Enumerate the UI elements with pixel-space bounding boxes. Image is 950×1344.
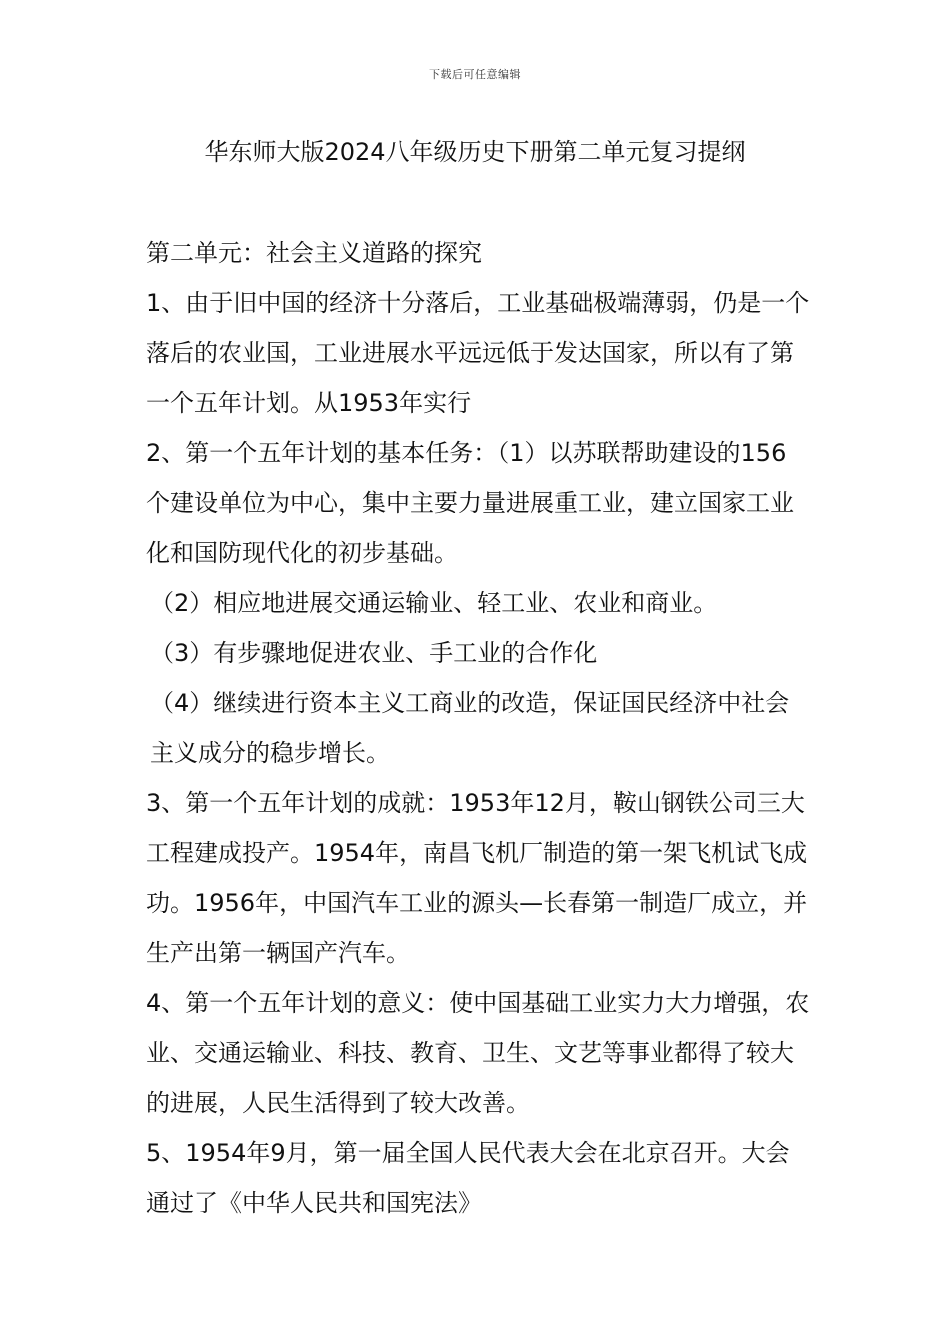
paragraph-2-item-3: （3）有步骤地促进农业、手工业的合作化 <box>150 639 598 667</box>
paragraph-3: 3、第一个五年计划的成就：1953年12月，鞍山钢铁公司三大工程建成投产。1954年，南昌飞机厂制造的第一架飞机试飞成功。1956年，中国汽车工业的源头—长春第一制造厂成立，并生产出第一辆国产汽车。 <box>146 789 808 967</box>
paragraph-5: 5、1954年9月，第一届全国人民代表大会在北京召开。大会通过了《中华人民共和国宪法》 <box>146 1139 790 1217</box>
paragraph-2: 2、第一个五年计划的基本任务：（1）以苏联帮助建设的156个建设单位为中心，集中主要力量进展重工业，建立国家工业化和国防现代化的初步基础。 <box>146 439 794 567</box>
paragraph-2-item-4: （4）继续进行资本主义工商业的改造，保证国民经济中社会主义成分的稳步增长。 <box>150 689 790 767</box>
paragraph-2-item-2: （2）相应地进展交通运输业、轻工业、农业和商业。 <box>150 589 718 617</box>
paragraph-1: 1、由于旧中国的经济十分落后，工业基础极端薄弱，仍是一个落后的农业国，工业进展水平远远低于发达国家，所以有了第一个五年计划。从1953年实行 <box>146 289 810 417</box>
unit-heading: 第二单元：社会主义道路的探究 <box>146 239 482 267</box>
document-body <box>146 228 810 1228</box>
paragraph-4: 4、第一个五年计划的意义：使中国基础工业实力大力增强，农业、交通运输业、科技、教育、卫生、文艺等事业都得了较大的进展，人民生活得到了较大改善。 <box>146 989 810 1117</box>
page-title: 华东师大版2024八年级历史下册第二单元复习提纲 <box>204 138 746 166</box>
header-note: 下载后可任意编辑 <box>429 68 521 81</box>
